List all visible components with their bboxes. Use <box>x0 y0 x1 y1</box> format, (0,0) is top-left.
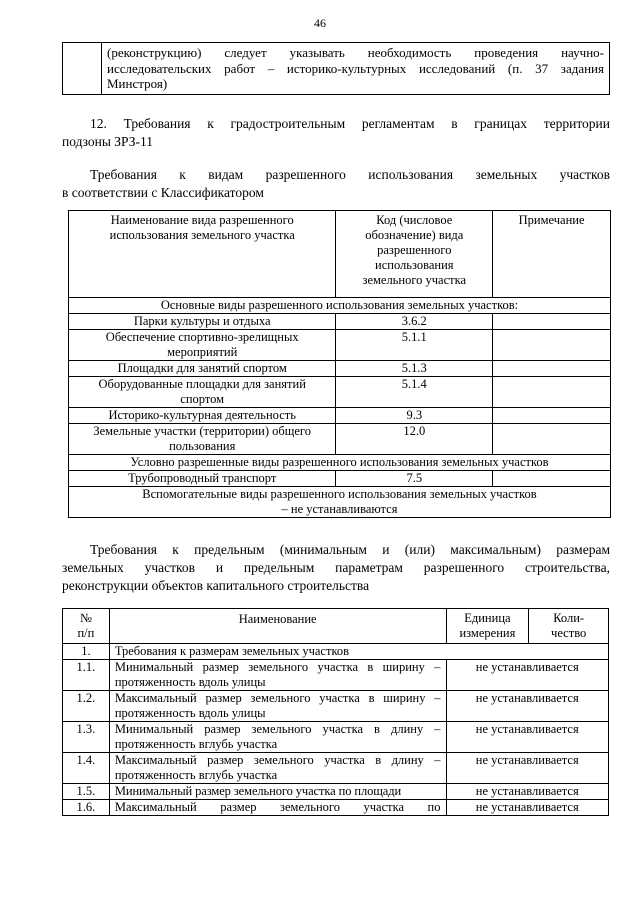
row-name: Требования к размерам земельных участков <box>109 644 608 660</box>
header-quantity <box>529 609 609 644</box>
header-use-name: Наименование вида разрешенного использования земельного участка <box>69 211 336 298</box>
header-line: п/п <box>77 626 95 640</box>
header-line: Коли- <box>553 611 585 625</box>
name-line: Минимальный размер земельного участка в ширину – <box>114 660 441 674</box>
text-line: исследовательских работ – историко-культурных исследований (п. 37 задания <box>107 60 604 76</box>
use-name: Оборудованные площадки для занятий спортом <box>69 377 336 408</box>
header-line: чество <box>551 626 587 640</box>
header-line: Единица <box>464 611 511 625</box>
row-value: не устанавливается <box>446 660 609 691</box>
row-number: 1.1. <box>63 660 110 691</box>
table-row <box>69 424 611 455</box>
table-row <box>63 784 609 800</box>
row-number: 1.5. <box>63 784 110 800</box>
row-number: 1.3. <box>63 722 110 753</box>
name-line: Максимальный размер земельного участка в длину – <box>114 753 441 767</box>
use-note <box>493 314 611 330</box>
text-line: 12. Требования к градостроительным регламентам в границах территории <box>90 116 610 131</box>
table-header-row <box>63 609 609 644</box>
row-number: 1.6. <box>63 800 110 816</box>
text-line: (реконструкцию) следует указывать необходимость проведения научно- <box>107 45 604 60</box>
header-line: № <box>79 611 92 625</box>
use-name: Парки культуры и отдыха <box>69 314 336 330</box>
text-line: подзоны ЗРЗ-11 <box>62 134 153 149</box>
use-code: 5.1.3 <box>336 361 493 377</box>
name-line: Максимальный размер земельного участка в ширину – <box>114 691 441 705</box>
main-uses-label: Основные виды разрешенного использования земельных участков: <box>69 298 611 314</box>
limit-parameters-table <box>62 608 609 816</box>
continuation-table <box>62 42 610 95</box>
text-line: Минстроя) <box>107 76 168 91</box>
use-code: 3.6.2 <box>336 314 493 330</box>
use-note <box>493 361 611 377</box>
table-row <box>69 471 611 487</box>
row-number: 1.4. <box>63 753 110 784</box>
table-row <box>69 330 611 361</box>
row-value: не устанавливается <box>446 784 609 800</box>
section-heading-12 <box>62 115 610 151</box>
use-types-table <box>68 210 611 518</box>
use-name: Историко-культурная деятельность <box>69 408 336 424</box>
use-code: 12.0 <box>336 424 493 455</box>
name-line: Минимальный размер земельного участка в длину – <box>114 722 441 736</box>
text-line: в соответствии с Классификатором <box>62 185 264 200</box>
header-number <box>63 609 110 644</box>
table-row <box>63 800 609 816</box>
table-row <box>63 644 609 660</box>
page-number: 46 <box>314 16 326 30</box>
continuation-text <box>102 43 610 95</box>
header-name: Наименование <box>109 609 446 644</box>
use-code: 7.5 <box>336 471 493 487</box>
use-name: Площадки для занятий спортом <box>69 361 336 377</box>
table-row <box>63 722 609 753</box>
row-value: не устанавливается <box>446 800 609 816</box>
header-unit <box>446 609 529 644</box>
text-line: земельных участков и предельным параметрам разрешенного строительства, <box>62 560 610 575</box>
table-row <box>69 361 611 377</box>
section-row-conditional <box>69 455 611 471</box>
table-row <box>69 377 611 408</box>
use-note <box>493 408 611 424</box>
conditional-uses-label: Условно разрешенные виды разрешенного использования земельных участков <box>69 455 611 471</box>
text-line: Требования к предельным (минимальным и (или) максимальным) размерам <box>90 542 610 557</box>
row-value: не устанавливается <box>446 691 609 722</box>
limit-parameters-heading <box>62 541 610 595</box>
row-name: Максимальный размер земельного участка по <box>109 800 446 816</box>
name-line: протяженность вглубь участка <box>114 737 278 751</box>
auxiliary-uses-label: Вспомогательные виды разрешенного использования земельных участков – не устанавливаются <box>69 487 611 518</box>
table-row <box>69 408 611 424</box>
use-name: Обеспечение спортивно-зрелищных мероприятий <box>69 330 336 361</box>
name-line: протяженность вдоль улицы <box>114 675 266 689</box>
row-name <box>109 660 446 691</box>
use-code: 9.3 <box>336 408 493 424</box>
row-name <box>109 722 446 753</box>
use-code: 5.1.1 <box>336 330 493 361</box>
name-line: протяженность вглубь участка <box>114 768 278 782</box>
header-use-code: Код (числовое обозначение) вида разрешенного использования земельного участка <box>336 211 493 298</box>
row-number: 1.2. <box>63 691 110 722</box>
use-requirements-heading <box>62 166 610 202</box>
section-row-main <box>69 298 611 314</box>
row-name <box>109 691 446 722</box>
row-value: не устанавливается <box>446 753 609 784</box>
use-code: 5.1.4 <box>336 377 493 408</box>
text-line: Требования к видам разрешенного использования земельных участков <box>90 167 610 182</box>
row-value: не устанавливается <box>446 722 609 753</box>
use-note <box>493 424 611 455</box>
text-line: реконструкции объектов капитального строительства <box>62 578 370 593</box>
header-line: измерения <box>459 626 516 640</box>
table-row <box>63 43 610 95</box>
use-name: Земельные участки (территории) общего пользования <box>69 424 336 455</box>
use-name: Трубопроводный транспорт <box>69 471 336 487</box>
use-note <box>493 330 611 361</box>
use-note <box>493 471 611 487</box>
empty-cell <box>63 43 102 95</box>
header-note: Примечание <box>493 211 611 298</box>
table-row <box>63 660 609 691</box>
row-name <box>109 753 446 784</box>
row-name: Минимальный размер земельного участка по площади <box>109 784 446 800</box>
table-header-row <box>69 211 611 298</box>
use-note <box>493 377 611 408</box>
table-row <box>69 314 611 330</box>
row-number: 1. <box>63 644 110 660</box>
section-row-auxiliary <box>69 487 611 518</box>
table-row <box>63 753 609 784</box>
name-line: протяженность вдоль улицы <box>114 706 266 720</box>
table-row <box>63 691 609 722</box>
